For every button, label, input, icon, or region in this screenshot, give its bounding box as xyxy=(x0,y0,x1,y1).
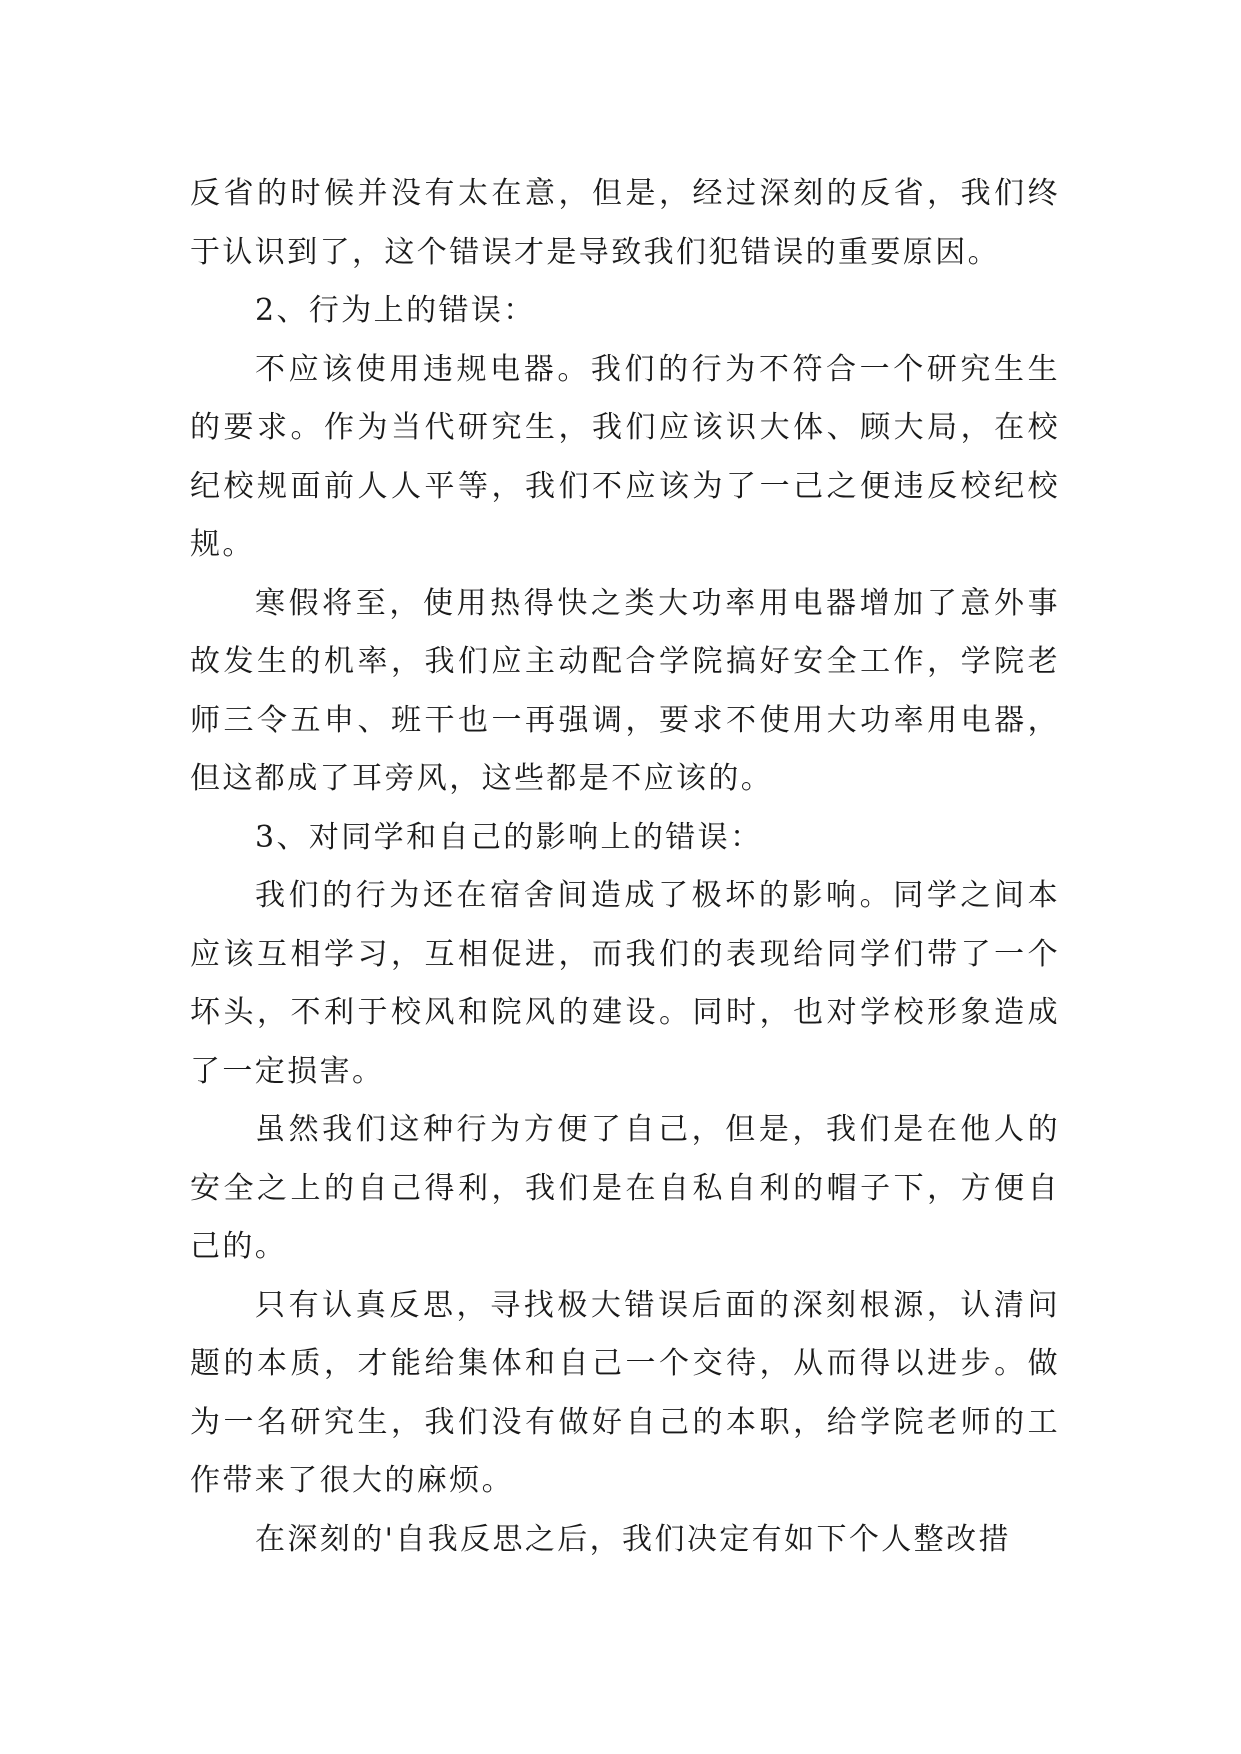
document-body xyxy=(190,165,1060,1569)
paragraph-continuation: 反省的时候并没有太在意，但是，经过深刻的反省，我们终于认识到了，这个错误才是导致我们犯错误的重要原因。 xyxy=(190,176,1060,270)
paragraph: 不应该使用违规电器。我们的行为不符合一个研究生生的要求。作为当代研究生，我们应该识大体、顾大局，在校纪校规面前人人平等，我们不应该为了一己之便违反校纪校规。 xyxy=(190,351,1060,562)
paragraph: 在深刻的'自我反思之后，我们决定有如下个人整改措 xyxy=(255,1521,1011,1557)
paragraph: 虽然我们这种行为方便了自己，但是，我们是在他人的安全之上的自己得利，我们是在自私自利的帽子下，方便自己的。 xyxy=(190,1112,1060,1264)
section-heading-influence-error: 3、对同学和自己的影响上的错误： xyxy=(255,819,763,855)
paragraph: 寒假将至，使用热得快之类大功率用电器增加了意外事故发生的机率，我们应主动配合学院搞好安全工作，学院老师三令五申、班干也一再强调，要求不使用大功率用电器，但这都成了耳旁风，这些都是不应该的。 xyxy=(190,585,1060,796)
paragraph: 只有认真反思，寻找极大错误后面的深刻根源，认清问题的本质，才能给集体和自己一个交待，从而得以进步。做为一名研究生，我们没有做好自己的本职，给学院老师的工作带来了很大的麻烦。 xyxy=(190,1287,1060,1498)
section-heading-behavior-error: 2、行为上的错误： xyxy=(255,293,536,328)
paragraph: 我们的行为还在宿舍间造成了极坏的影响。同学之间本应该互相学习，互相促进，而我们的表现给同学们带了一个坏头，不利于校风和院风的建设。同时，也对学校形象造成了一定损害。 xyxy=(190,878,1060,1089)
